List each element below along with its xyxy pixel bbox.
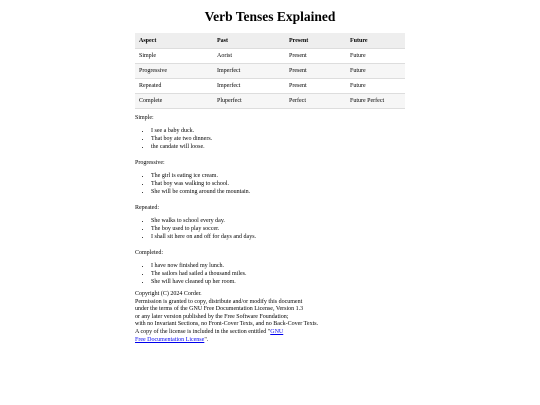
verb-tenses-table <box>135 33 405 109</box>
table-cell: Imperfect <box>213 79 285 94</box>
example-list-completed <box>135 262 405 286</box>
example-list-repeated <box>135 217 405 241</box>
license-text-line: or any later version published by the Free Software Foundation; <box>135 313 289 320</box>
table-cell: Future <box>346 64 405 79</box>
example-list-progressive <box>135 172 405 196</box>
table-row <box>135 64 405 79</box>
table-cell: Complete <box>135 94 213 109</box>
list-item: • She will be coming around the mountain. <box>151 188 405 196</box>
license-text-line: Permission is granted to copy, distribute and/or modify this document <box>135 298 303 305</box>
page-title: Verb Tenses Explained <box>204 9 336 24</box>
column-header-aspect: Aspect <box>135 33 213 49</box>
table-cell: Present <box>285 64 346 79</box>
table-cell: Progressive <box>135 64 213 79</box>
list-item: • I have now finished my lunch. <box>151 262 405 270</box>
license-reference-prefix: A copy of the license is included in the section entitled " <box>135 328 271 335</box>
list-item: • That boy was walking to school. <box>151 180 405 188</box>
table-cell: Perfect <box>285 94 346 109</box>
list-item: • the candate will loose. <box>151 143 405 151</box>
license-footer <box>135 291 405 344</box>
list-item: • That boy ate two dinners. <box>151 135 405 143</box>
examples-content <box>135 114 405 344</box>
section-label-completed: Completed: <box>135 250 163 256</box>
table-cell: Future Perfect <box>346 94 405 109</box>
table-cell: Imperfect <box>213 64 285 79</box>
column-header-present: Present <box>285 33 346 49</box>
table-cell: Aorist <box>213 49 285 64</box>
list-item: • The sailors had sailed a thousand miles. <box>151 270 405 278</box>
section-label-progressive: Progressive: <box>135 160 165 166</box>
gnu-license-link[interactable]: GNU <box>270 328 284 335</box>
list-item: • She will have cleaned up her room. <box>151 278 405 286</box>
table-cell: Present <box>285 49 346 64</box>
column-header-past: Past <box>213 33 285 49</box>
license-reference-suffix: ". <box>204 336 209 343</box>
table-cell: Pluperfect <box>213 94 285 109</box>
table-cell: Repeated <box>135 79 213 94</box>
list-item: • I shall sit here on and off for days and days. <box>151 233 405 241</box>
license-text-line: under the terms of the GNU Free Documentation License, Version 1.3 <box>135 306 304 313</box>
license-reference-line <box>135 337 405 345</box>
table-row <box>135 79 405 94</box>
table-row <box>135 49 405 64</box>
table-header-row <box>135 33 405 49</box>
section-label-simple: Simple: <box>135 115 154 121</box>
table-row <box>135 94 405 109</box>
list-item: • The girl is eating ice cream. <box>151 172 405 180</box>
list-item: • I see a baby duck. <box>151 127 405 135</box>
column-header-future: Future <box>346 33 405 49</box>
table-cell: Present <box>285 79 346 94</box>
license-text-line: with no Invariant Sections, no Front-Cover Texts, and no Back-Cover Texts. <box>135 321 319 328</box>
table-cell: Future <box>346 79 405 94</box>
section-label-repeated: Repeated: <box>135 205 159 211</box>
gnu-license-link-continued[interactable]: Free Documentation License <box>135 336 205 343</box>
example-list-simple <box>135 127 405 151</box>
table-cell: Future <box>346 49 405 64</box>
copyright-line: Copyright (C) 2024 Corder. <box>135 291 202 297</box>
list-item: • She walks to school every day. <box>151 217 405 225</box>
list-item: • The boy used to play soccer. <box>151 225 405 233</box>
table-cell: Simple <box>135 49 213 64</box>
license-reference-line <box>135 329 405 337</box>
